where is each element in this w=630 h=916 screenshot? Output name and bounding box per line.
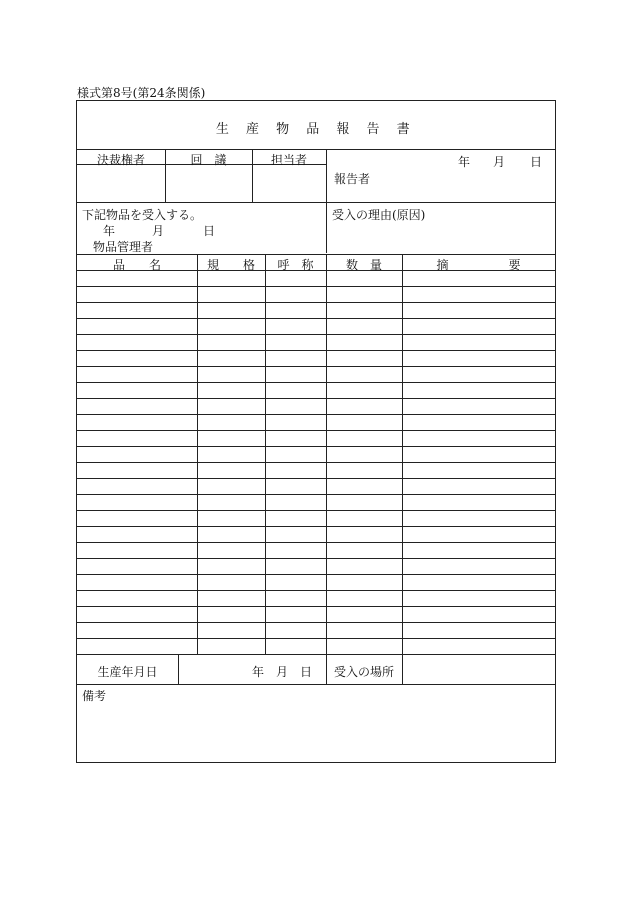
table-row-line [77,606,555,607]
production-date-year: 年 [252,665,265,679]
table-row-line [77,414,555,415]
report-date-month: 月 [493,155,506,169]
acceptance-place-label: 受入の場所 [333,665,394,679]
divider [326,254,327,654]
table-row-line [77,462,555,463]
divider [77,654,555,655]
acceptance-statement: 下記物品を受入する。 [82,208,203,222]
production-date-label: 生産年月日 [97,665,158,679]
divider [77,684,555,685]
divider [197,254,198,654]
divider [178,654,179,684]
divider [402,254,403,654]
table-row-line [77,558,555,559]
person-in-charge-stamp-box[interactable] [253,165,325,201]
col-header-quantity: 数 量 [345,258,382,272]
production-report-form [76,100,556,763]
table-row-line [77,622,555,623]
col-header-spec: 規 格 [206,258,255,272]
decider-label: 決裁権者 [96,153,145,167]
form-title: 生 産 物 品 報 告 書 [215,122,417,137]
circulation-label: 回 議 [190,153,227,167]
acceptance-date-year: 年 [103,224,116,238]
production-date-day: 日 [300,665,313,679]
table-row-line [77,510,555,511]
decider-stamp-box[interactable] [78,165,164,201]
table-row-line [77,270,555,271]
circulation-stamp-box[interactable] [166,165,251,201]
table-row-line [77,334,555,335]
remarks-label: 備考 [82,689,107,703]
table-row-line [77,398,555,399]
form-number: 様式第8号(第24条関係) [77,86,206,100]
table-row-line [77,494,555,495]
table-row-line [77,542,555,543]
reporter-label: 報告者 [334,172,371,186]
production-date-month: 月 [276,665,289,679]
table-row-line [77,302,555,303]
divider [326,149,327,253]
table-row-line [77,638,555,639]
table-row-line [77,286,555,287]
table-row-line [77,318,555,319]
col-header-name: 品 名 [112,258,161,272]
table-row-line [77,446,555,447]
divider [77,202,555,203]
remarks-field[interactable] [78,701,554,761]
reason-label: 受入の理由(原因) [332,208,426,222]
table-row-line [77,590,555,591]
table-row-line [77,526,555,527]
report-date-year: 年 [458,155,471,169]
acceptance-date-day: 日 [203,224,216,238]
manager-label: 物品管理者 [93,240,154,254]
table-row-line [77,382,555,383]
divider [402,654,403,684]
person-in-charge-label: 担当者 [270,153,307,167]
col-header-summary: 摘 要 [436,258,521,272]
table-row-line [77,350,555,351]
acceptance-date-month: 月 [152,224,165,238]
table-row-line [77,478,555,479]
divider [77,149,555,150]
col-header-unit: 呼 称 [277,258,314,272]
table-row-line [77,366,555,367]
report-date-day: 日 [530,155,543,169]
table-row-line [77,574,555,575]
divider [265,254,266,654]
divider [77,254,555,255]
table-row-line [77,430,555,431]
